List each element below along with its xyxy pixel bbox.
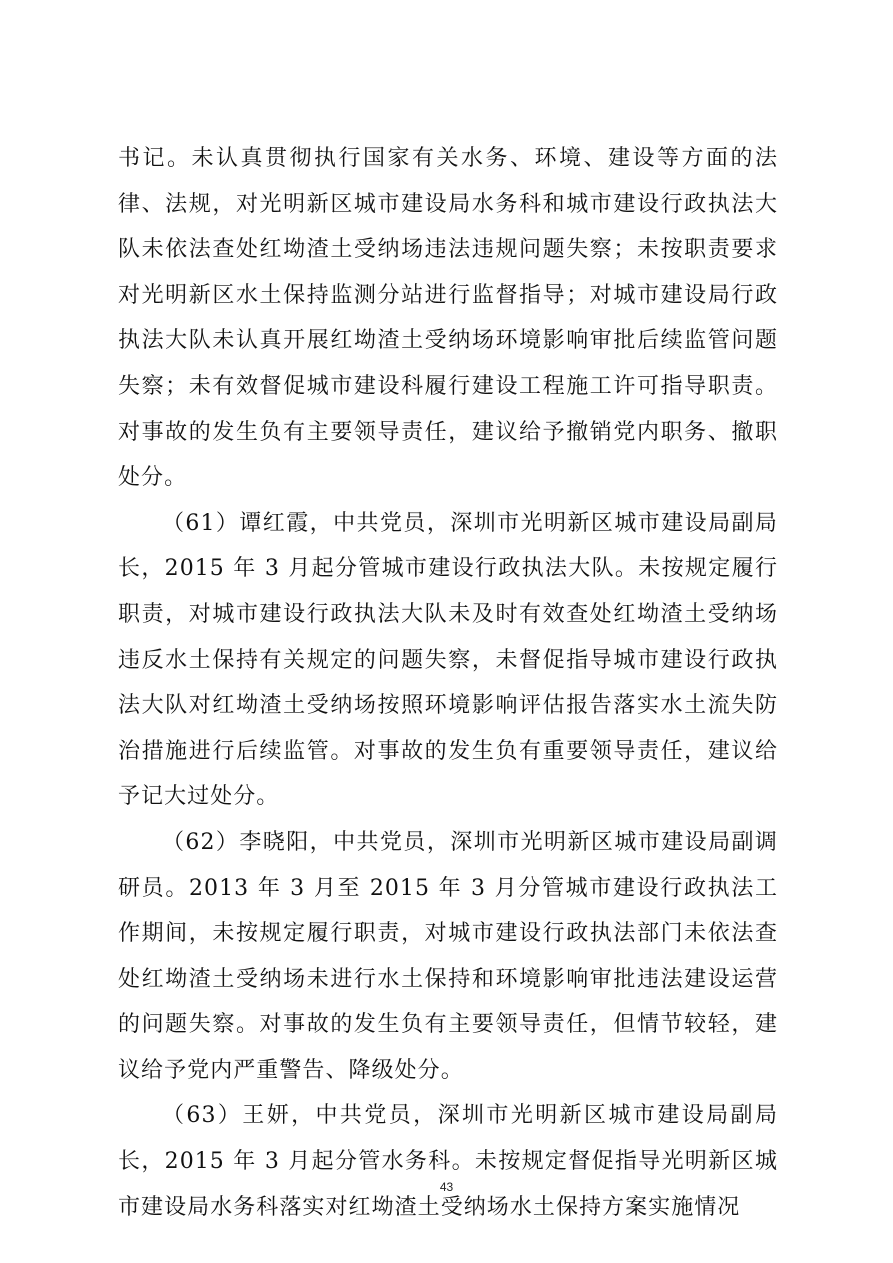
page-number: 43 bbox=[439, 1180, 454, 1194]
paragraph-60-continued: 书记。未认真贯彻执行国家有关水务、环境、建设等方面的法律、法规，对光明新区城市建设局水务科和城市建设行政执法大队未依法查处红坳渣土受纳场违法违规问题失察；未按职责要求对光明新区水土保持监测分站进行监督指导；对城市建设局行政执法大队未认真开展红坳渣土受纳场环境影响审批后续监管问题失察；未有效督促城市建设科履行建设工程施工许可指导职责。对事故的发生负有主要领导责任，建议给予撤销党内职务、撤职处分。 bbox=[118, 146, 778, 491]
document-body bbox=[118, 136, 778, 1230]
paragraph-62: （62）李晓阳，中共党员，深圳市光明新区城市建设局副调研员。2013 年 3 月至 2015 年 3 月分管城市建设行政执法工作期间，未按规定履行职责，对城市建设行政执法部门未依法查处红坳渣土受纳场未进行水土保持和环境影响审批违法建设运营的问题失察。对事故的发生负有主要领导责任，但情节较轻，建议给予党内严重警告、降级处分。 bbox=[118, 829, 778, 1083]
paragraph-63: （63）王妍，中共党员，深圳市光明新区城市建设局副局长，2015 年 3 月起分管水务科。未按规定督促指导光明新区城市建设局水务科落实对红坳渣土受纳场水土保持方案实施情况 bbox=[118, 1103, 778, 1220]
paragraph-61: （61）谭红霞，中共党员，深圳市光明新区城市建设局副局长，2015 年 3 月起分管城市建设行政执法大队。未按规定履行职责，对城市建设行政执法大队未及时有效查处红坳渣土受纳场违反水土保持有关规定的问题失察，未督促指导城市建设行政执法大队对红坳渣土受纳场按照环境影响评估报告落实水土流失防治措施进行后续监管。对事故的发生负有重要领导责任，建议给予记大过处分。 bbox=[118, 510, 778, 810]
